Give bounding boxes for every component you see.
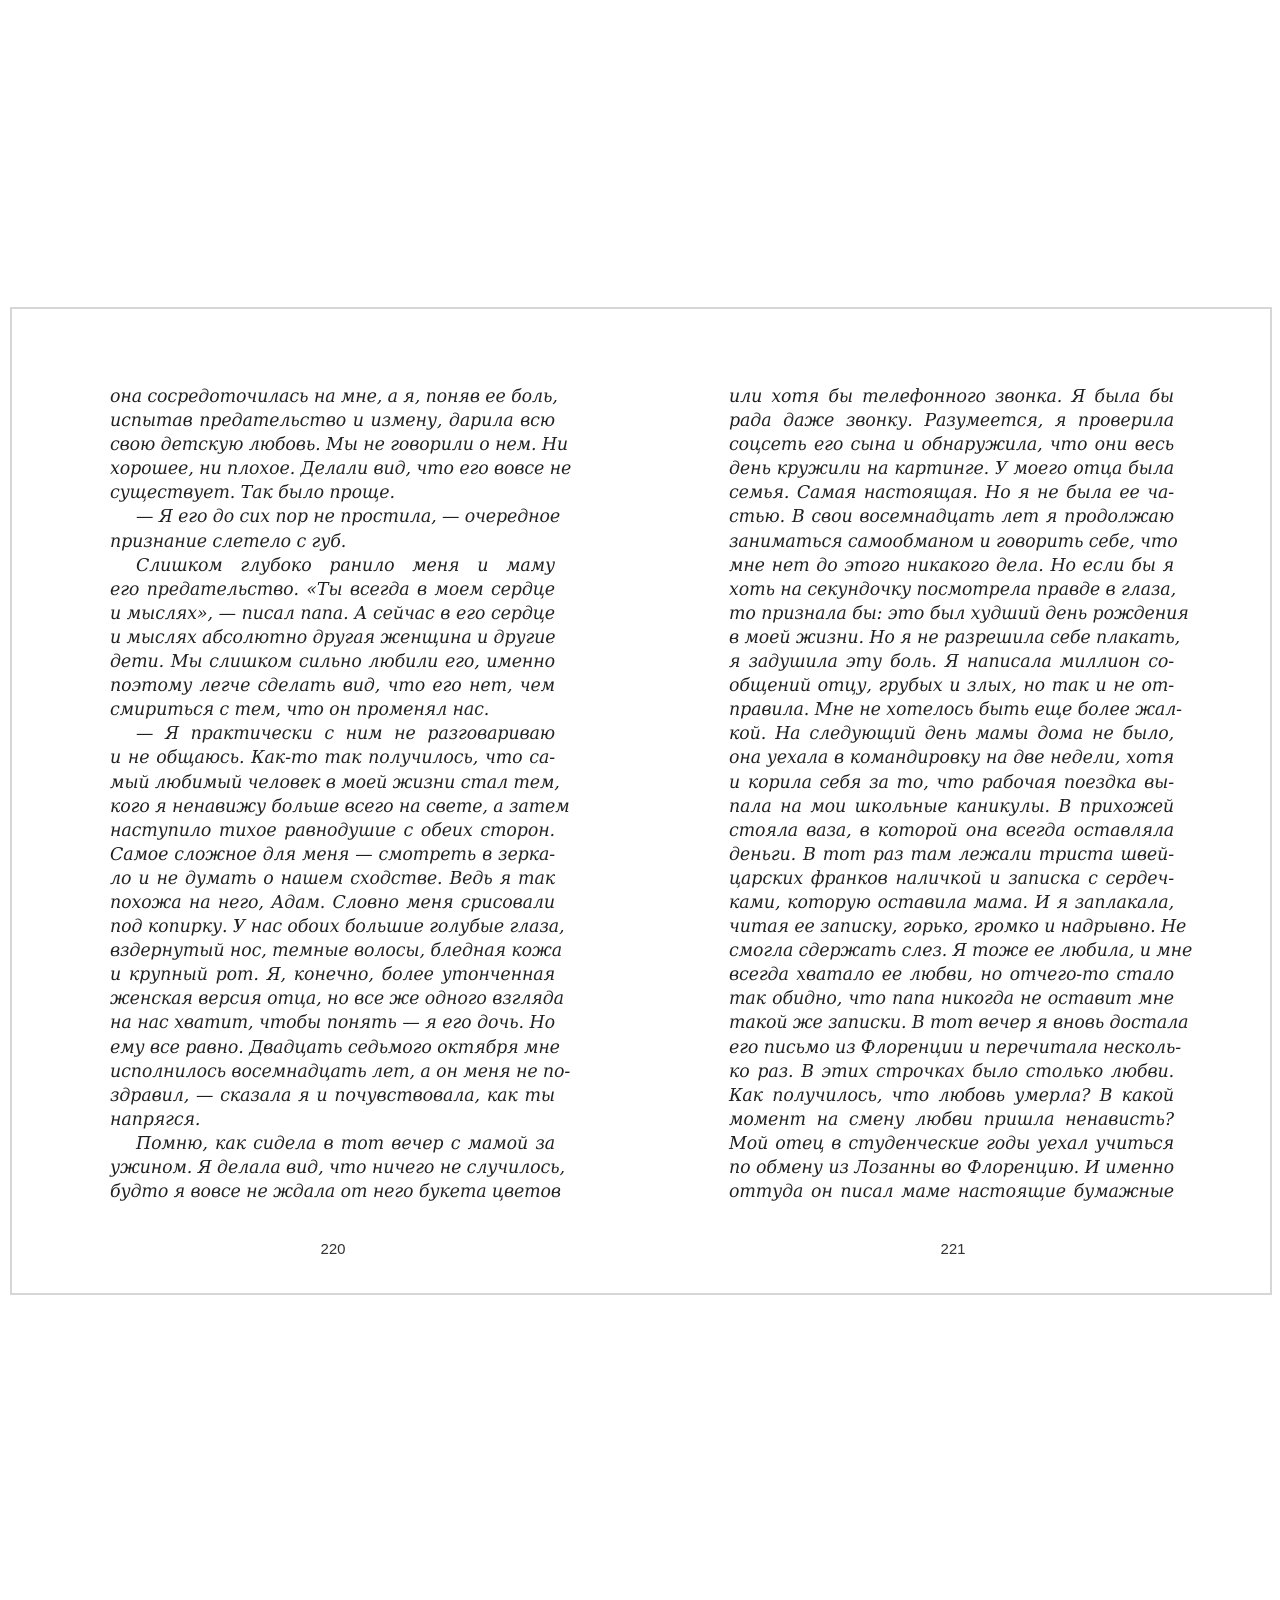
text-line: Самое сложное для меня — смотреть в зерка- [110,844,555,865]
text-line: я задушила эту боль. Я написала миллион со- [729,652,1174,673]
text-line: и крупный рот. Я, конечно, более утонченная [110,965,555,986]
text-line: и мыслях абсолютно другая женщина и другие [110,627,556,648]
text-line: похожа на него, Адам. Словно меня срисовали [110,892,555,913]
text-line: кого я ненавижу больше всего на свете, а затем [110,796,570,817]
text-line: Как получилось, что любовь умерла? В какой [729,1085,1174,1106]
right-page-text [729,385,1193,1204]
text-line: пала на мои школьные каникулы. В прихожей [729,796,1174,817]
text-line: напрягся. [110,1109,201,1130]
text-line: дети. Мы слишком сильно любили его, именно [110,652,555,673]
text-line: поэтому легче сделать вид, что его нет, чем [110,676,555,697]
text-line: она сосредоточилась на мне, а я, поняв ее боль, [110,387,558,407]
text-line: она уехала в командировку на две недели, хотя [729,748,1174,769]
text-line: деньги. В тот раз там лежали триста швей- [729,844,1174,865]
text-line: общений отцу, грубых и злых, но так и не от- [729,676,1174,697]
text-line: здравил, — сказала я и почувствовала, как ты [110,1085,555,1106]
text-line: по обмену из Лозанны во Флоренцию. И именно [729,1158,1174,1178]
text-line: соцсеть его сына и обнаружила, что они весь [729,435,1174,456]
text-line: читая ее записку, горько, громко и надрывно. Не [729,917,1187,938]
text-line: и корила себя за то, что рабочая поездка вы- [729,772,1174,793]
left-page-text [110,385,572,1204]
text-line: женская версия отца, но все же одного взгляда [110,989,564,1010]
text-line: ему все равно. Двадцать седьмого октября мне [110,1037,560,1058]
text-line: смогла сдержать слез. Я тоже ее любила, и мне [729,941,1193,962]
text-line: ужином. Я делала вид, что ничего не случилось, [110,1158,565,1178]
text-line: испытав предательство и измену, дарила всю [110,411,555,432]
text-line: момент на смену любви пришла ненависть? [729,1109,1174,1130]
text-line: — Я его до сих пор не простила, — очередное [136,507,561,528]
text-line: и не общаюсь. Как-то так получилось, что са- [110,748,555,769]
text-line: под копирку. У нас обоих большие голубые глаза, [110,917,565,938]
text-line: или хотя бы телефонного звонка. Я была бы [729,387,1174,407]
text-line: мне нет до этого никакого дела. Но если бы я [729,555,1174,576]
text-line: Помню, как сидела в тот вечер с мамой за [136,1133,555,1154]
text-line: рада даже звонку. Разумеется, я проверила [729,411,1174,432]
text-line: ками, которую оставила мама. И я заплакала, [729,892,1174,913]
text-line: такой же записки. В тот вечер я вновь достала [729,1013,1189,1034]
text-line: Слишком глубоко ранило меня и маму [136,555,555,576]
text-line: так обидно, что папа никогда не оставит мне [729,989,1174,1010]
page-number-left: 220 [320,1241,346,1258]
text-line: свою детскую любовь. Мы не говорили о нем. Ни [110,435,568,456]
text-line: вздернутый нос, темные волосы, бледная кожа [110,941,562,962]
text-line: исполнилось восемнадцать лет, а он меня не по- [110,1061,571,1082]
text-line: хорошее, ни плохое. Делали вид, что его вовсе не [110,459,572,480]
text-line: царских франков наличкой и записка с сердеч- [729,868,1174,889]
text-line: существует. Так было проще. [110,483,395,504]
text-line: — Я практически с ним не разговариваю [136,724,555,745]
book-spread [10,307,1272,1295]
text-line: его письмо из Флоренции и перечитала несколь- [729,1037,1181,1058]
text-line: оттуда он писал маме настоящие бумажные [729,1182,1174,1203]
text-line: кой. На следующий день мамы дома не было, [729,724,1174,745]
text-line: и мыслях», — писал папа. А сейчас в его сердце [110,603,555,624]
text-line: смириться с тем, что он променял нас. [110,700,490,721]
text-line: мый любимый человек в моей жизни стал тем, [110,772,560,793]
text-line: наступило тихое равнодушие с обеих сторон. [110,820,555,841]
text-line: Мой отец в студенческие годы уехал учиться [729,1133,1174,1154]
text-line: семья. Самая настоящая. Но я не была ее ча- [729,483,1174,504]
text-line: стояла ваза, в которой она всегда оставляла [729,820,1174,841]
text-line: то признала бы: это был худший день рождения [729,603,1189,624]
text-line: правила. Мне не хотелось быть еще более жал- [729,700,1182,721]
text-line: ко раз. В этих строчках было столько любви. [729,1061,1174,1082]
text-line: ло и не думать о нашем сходстве. Ведь я так [110,868,555,889]
text-line: день кружили на картинге. У моего отца была [729,459,1174,480]
text-line: хоть на секундочку посмотрела правде в глаза, [729,579,1176,600]
text-line: его предательство. «Ты всегда в моем сердце [110,579,555,600]
text-line: на нас хватит, чтобы понять — я его дочь. Но [110,1013,555,1034]
text-line: признание слетело с губ. [110,531,347,552]
text-line: стью. В свои восемнадцать лет я продолжаю [729,507,1174,528]
text-line: будто я вовсе не ждала от него букета цветов [110,1182,561,1203]
text-line: заниматься самообманом и говорить себе, что [729,531,1178,552]
text-line: всегда хватало ее любви, но отчего-то стало [729,965,1174,986]
page-number-right: 221 [940,1241,966,1258]
text-line: в моей жизни. Но я не разрешила себе плакать, [729,627,1181,648]
